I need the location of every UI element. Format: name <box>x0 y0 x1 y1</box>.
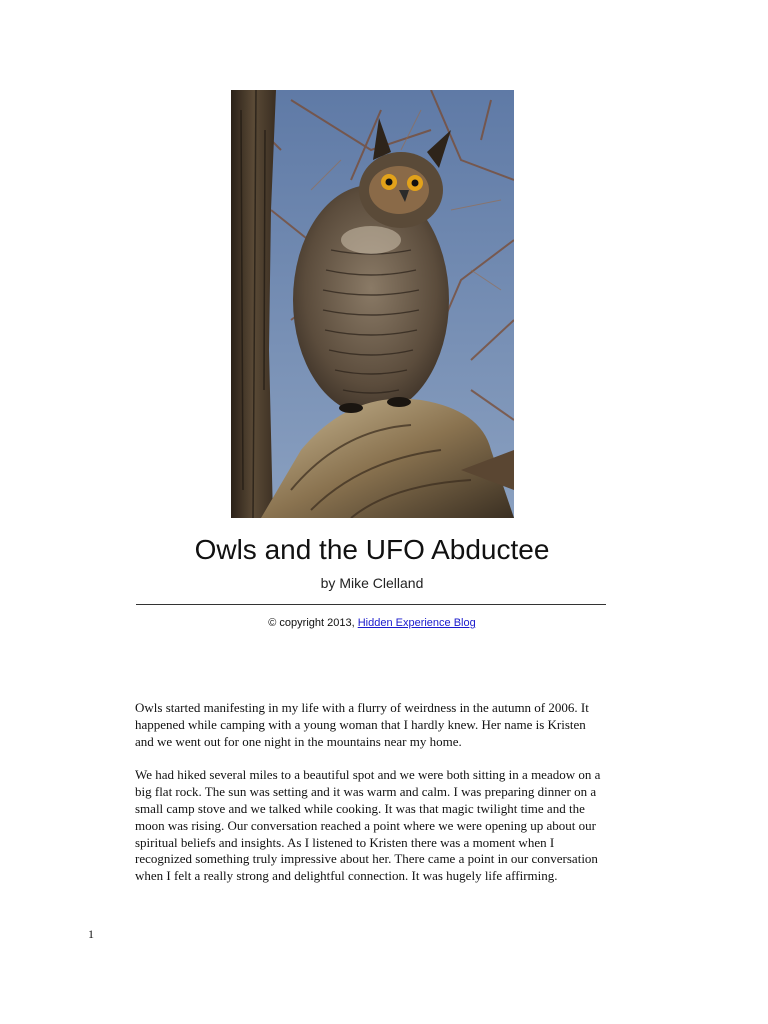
owl-photo-icon <box>231 90 514 518</box>
paragraph: Owls started manifesting in my life with a flurry of weirdness in the autumn of 2006. It happened while camping with a young woman that I hardly knew. Her name is Kristen and we went out for one night in the mountains near my home. <box>135 700 589 749</box>
hidden-experience-blog-link[interactable]: Hidden Experience Blog <box>357 617 476 629</box>
copyright-line <box>0 614 744 632</box>
article-body <box>135 700 607 902</box>
divider-rule <box>136 604 606 605</box>
owl-photo <box>231 90 514 518</box>
byline: by Mike Clelland <box>320 575 424 591</box>
copyright-text: © copyright 2013, <box>268 617 358 629</box>
document-title: Owls and the UFO Abductee <box>194 534 550 565</box>
page-number: 1 <box>88 927 94 941</box>
paragraph: We had hiked several miles to a beautiful spot and we were both sitting in a meadow on a big flat rock. The sun was setting and it was warm and calm. I was preparing dinner on a small camp stove and we talked while cooking. It was that magic twilight time and the moon was rising. Our conversation reached a point where we were opening up about our spiritual beliefs and insights. As I listened to Kristen there was a moment when I recognized something truly impressive about her. There came a point in our conversation when I felt a really strong and delightful connection. It was hugely life affirming. <box>135 767 601 884</box>
